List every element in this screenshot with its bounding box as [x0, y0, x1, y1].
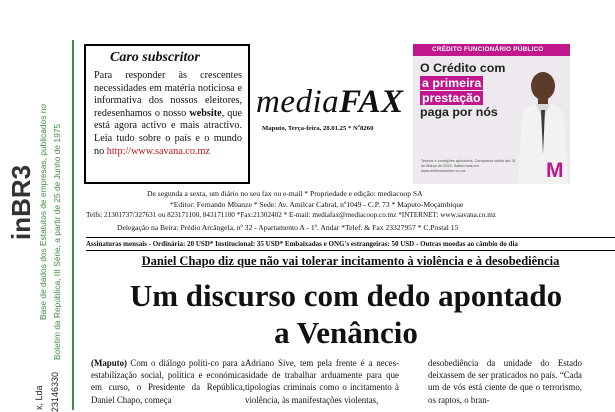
strip-divider [72, 40, 74, 410]
notice-bold-word: website [189, 107, 222, 119]
article-column-1 [91, 357, 245, 406]
publication-info-line-2: *Editor: Fernando Mbanze * Sede: Av. Amilcar Cabral, nº1049 - C.P. 73 * Maputo-Moçambique [170, 200, 464, 209]
inbr3-logo: inBR3 [6, 164, 36, 240]
company-name-partial: x, Lda [34, 385, 44, 410]
savana-link[interactable]: http://www.savana.co.mz [106, 145, 210, 157]
masthead-part-1: media [256, 84, 340, 120]
advert-line-4: paga por nós [420, 105, 498, 119]
subscriber-notice-text [94, 70, 242, 158]
notice-text-end: , que está agora activo e mais atractivo. Leia tudo sobre o país e o mundo no [94, 107, 242, 157]
dateline-lead: (Maputo) [91, 358, 127, 368]
publication-info-line-3: Telfs: 21301737/327631 ou 823171100, 843171100 *Fax:21302402 * E-mail: mediafax@mediacoop.co.mz *INTERNET: www.savana.co.mz [86, 211, 496, 219]
advert-highlight-1: a primeira [422, 76, 482, 90]
advert-fine-print: Termos e condições aplicáveis. Campanha válida até 31 de Março de 2025. Saiba mais em www.millenniumbim.co.mz [421, 159, 516, 173]
rule-top [86, 237, 615, 238]
advert-band-text: CRÉDITO FUNCIONÁRIO PÚBLICO [432, 46, 544, 53]
article-kicker: Daniel Chapo diz que não vai tolerar incitamento à violência e à desobediência [141, 254, 560, 268]
publication-info-line-1: De segunda a sexta, um diário no seu fax ou e-mail * Propriedade e edição: mediacoop SA [147, 189, 423, 198]
article-column-3: desobediência da unidade do Estado deixassem de ser praticados no país. “Cada um de vós está ciente de que o terrorismo, os raptos, o bran- [428, 358, 582, 405]
notice-text-start: Para responder às crescentes necessidades em matéria noticiosa e informativa dos nossos eleitores, redesenhamos o nosso [94, 70, 242, 119]
rule-bottom [86, 250, 615, 251]
masthead-part-2: FAX [339, 84, 404, 120]
bank-advert[interactable] [413, 44, 570, 184]
article-headline [86, 277, 606, 351]
column-1-text: Com o diálogo políti-co para a estabilização social, política e económica em curso, o Presidente da República, Daniel Chapo, começa [91, 358, 245, 405]
headline-line-1: Um discurso com dedo apontado [129, 278, 563, 313]
advert-line-1: O Crédito com [420, 61, 506, 75]
side-strip [0, 40, 78, 410]
subscription-prices: Assinaturas mensais - Ordinária: 20 USD* Institucional: 35 USD* Embaixadas e ONG's estrangeiras: 50 USD - Outras moedas ao câmbio do dia [86, 240, 518, 248]
article-column-2: Adriano Sive, tem pela frente é a neces-sidade de trabalhar arduamente para que tipologias criminais como o incitamento à violência, às manifestações violentas, [245, 358, 399, 405]
subscriber-notice-box [84, 44, 250, 184]
masthead-logo [256, 84, 406, 121]
company-number-partial: 23146330 [50, 371, 60, 412]
subscriber-notice-title: Caro subscritor [110, 50, 200, 65]
legal-note-line-2: Boletim da República, III Série, a partir de 25 de Junho de 1975 [52, 123, 62, 360]
bank-logo: M [546, 159, 564, 182]
advert-highlight-2: prestação [422, 91, 481, 105]
headline-line-2: a Venâncio [274, 315, 418, 350]
dateline: Maputo, Terça-feira, 28.01.25 * Nº8260 [262, 125, 374, 132]
legal-note-line-1: Base de dados dos Estatutos de empresas, publicados no [38, 103, 48, 320]
advert-headline [420, 61, 530, 119]
publication-info-line-4: Delegação na Beira: Prédio Arcângela, nº 32 - Apartamento A - 1º. Andar *Telef. & Fax 23327957 * C.Postal 15 [117, 223, 459, 232]
